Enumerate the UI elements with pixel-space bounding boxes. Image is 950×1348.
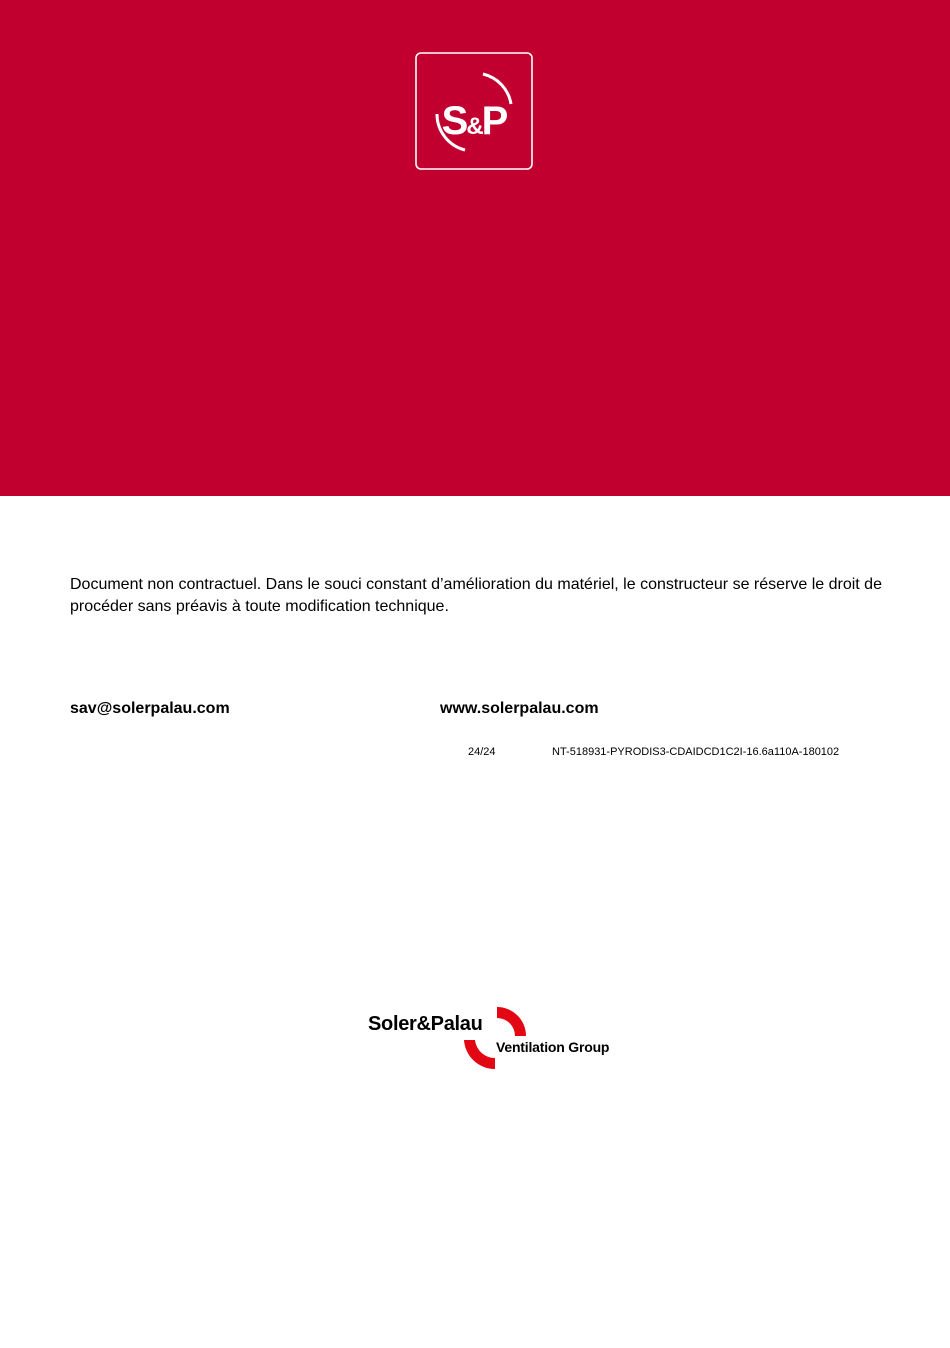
email-link[interactable]: sav@solerpalau.com	[70, 700, 230, 717]
page-number: 24/24	[468, 746, 496, 758]
disclaimer-text: Document non contractuel. Dans le souci constant d’amélioration du matériel, le constructeur se réserve le droit de procéder sans préavis à toute modification technique.	[70, 576, 882, 615]
brand-name: Soler&Palau	[368, 1013, 483, 1035]
document-reference: NT-518931-PYRODIS3-CDAIDCD1C2I-16.6a110A-180102	[552, 746, 840, 758]
sp-monogram-icon	[415, 52, 533, 170]
brand-tagline: Ventilation Group	[496, 1039, 610, 1055]
svg-text:S&P: S&P	[441, 99, 507, 143]
website-link[interactable]: www.solerpalau.com	[440, 700, 599, 717]
soler-palau-logo	[365, 1003, 635, 1073]
